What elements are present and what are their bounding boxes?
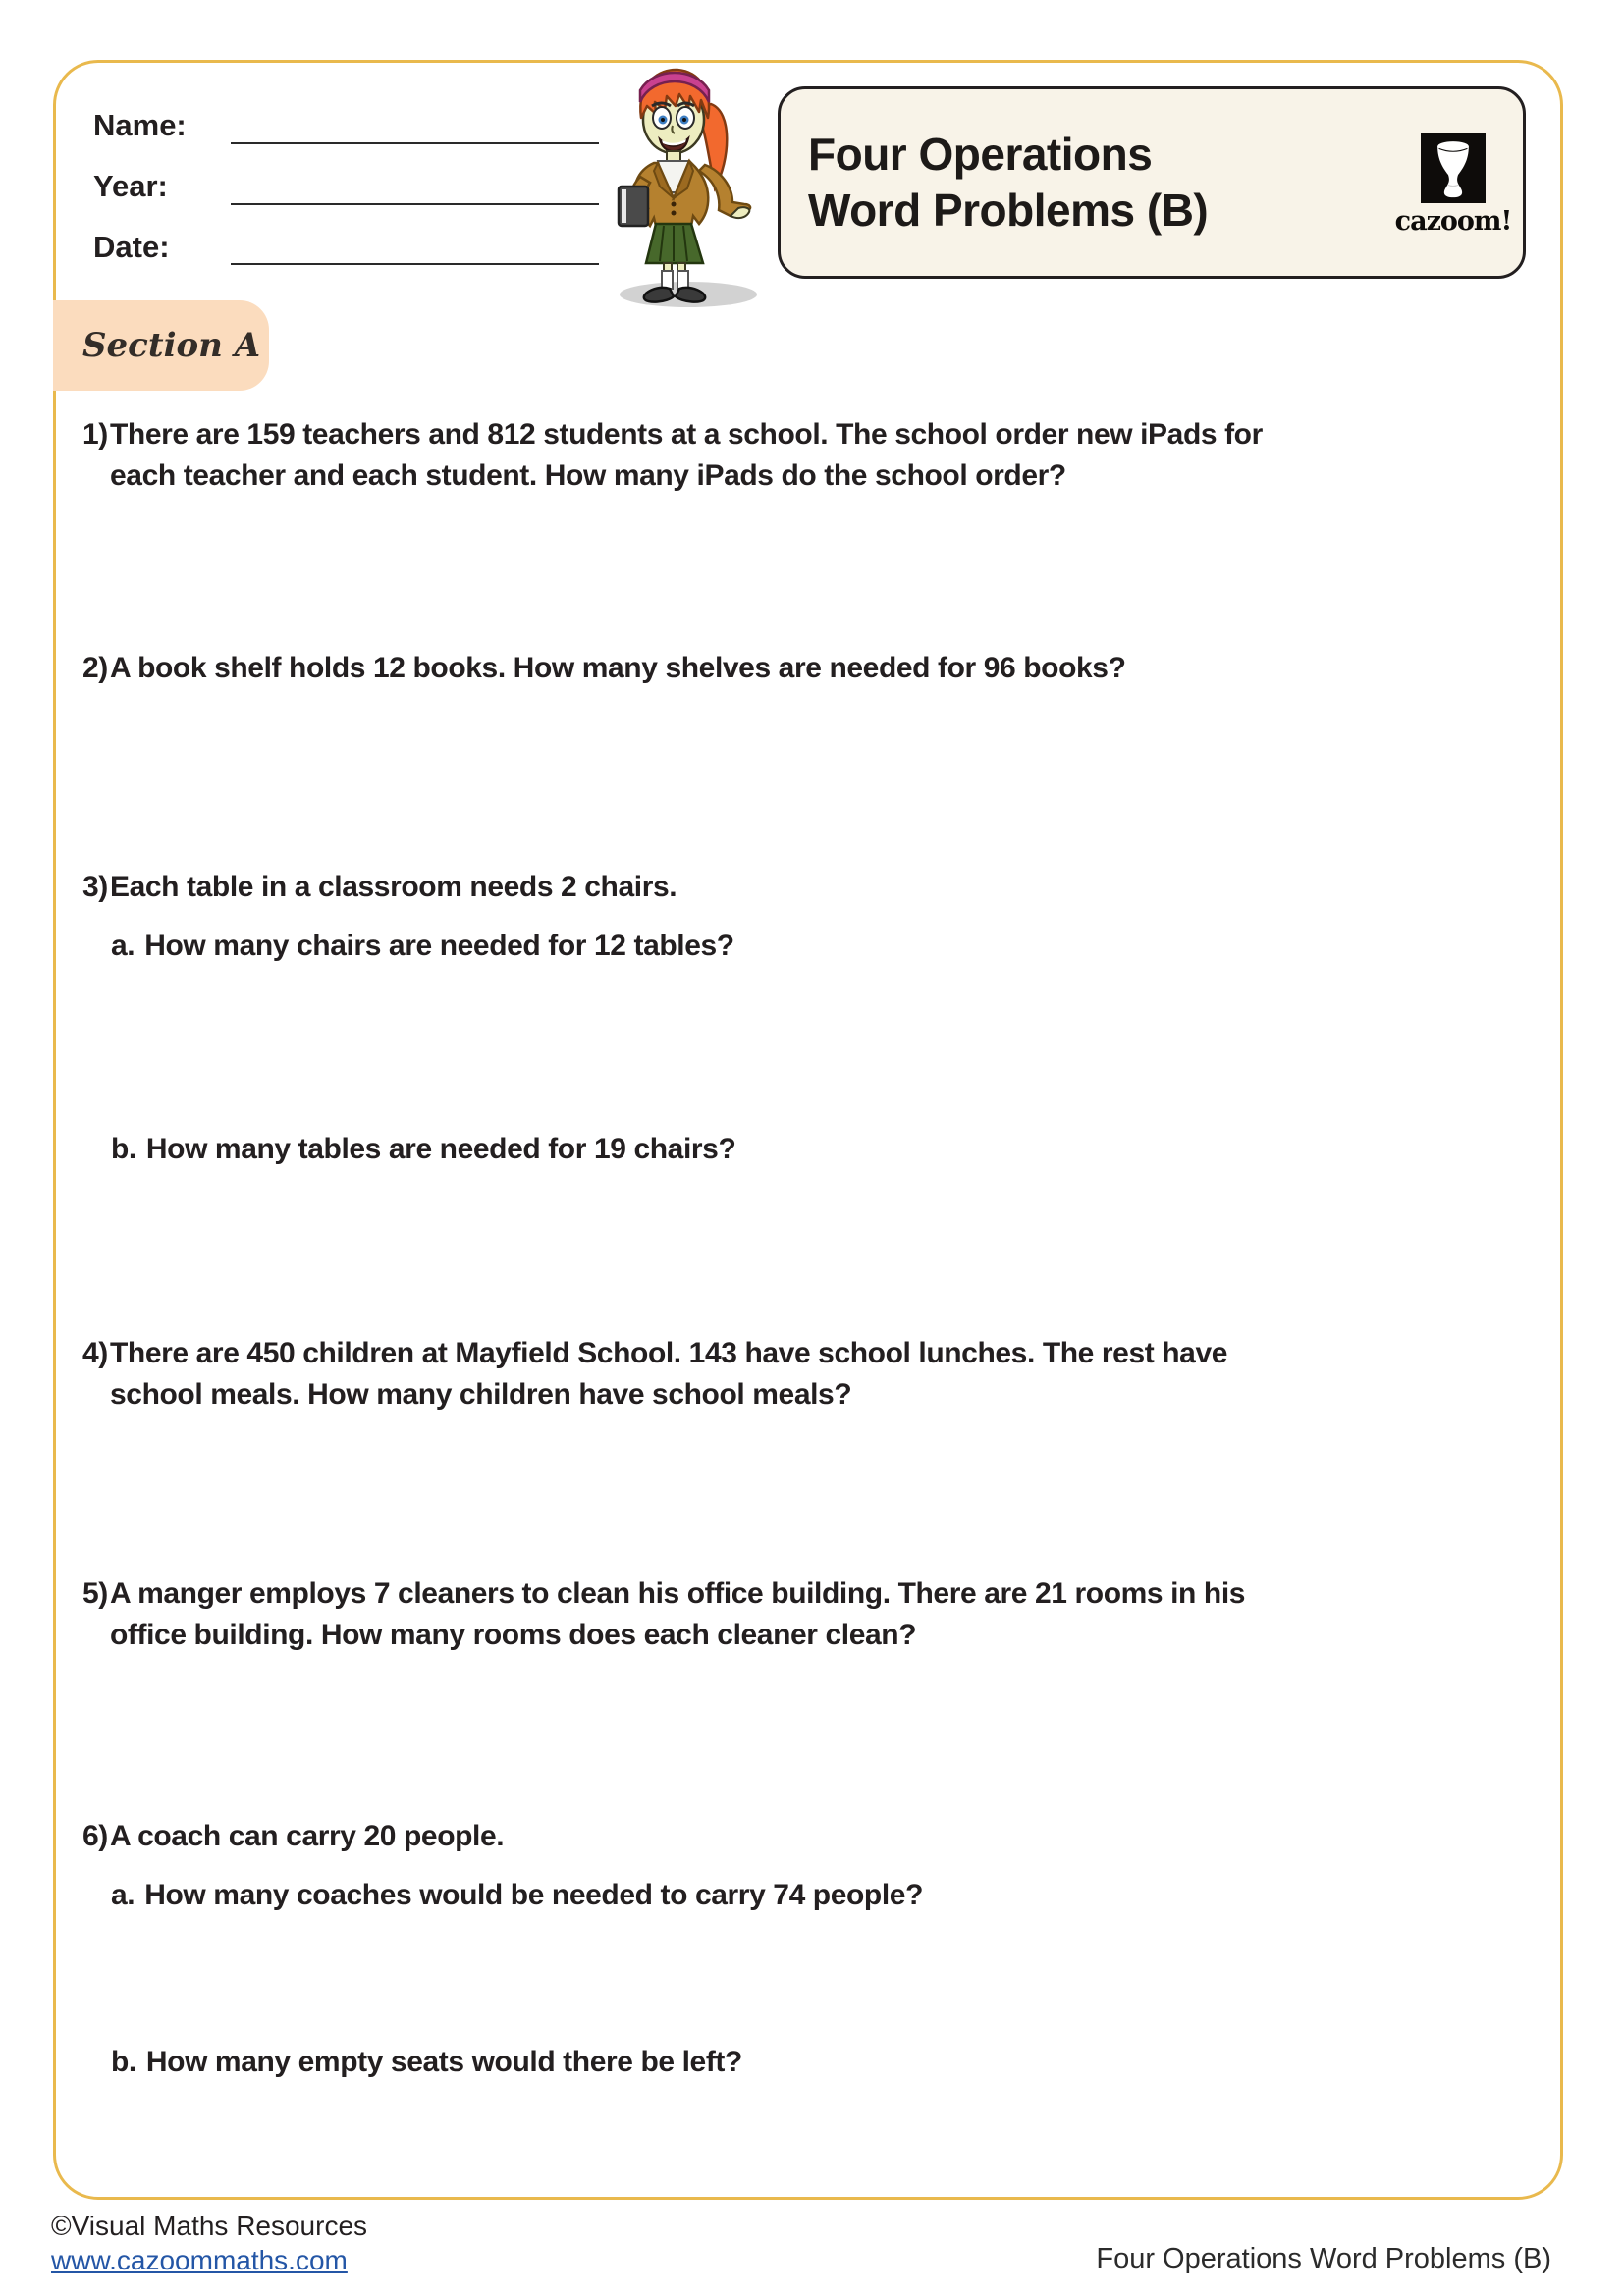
question-5-text: A manger employs 7 cleaners to clean his office building. There are 21 rooms in his office building. How many rooms does each cleaner clean? bbox=[110, 1577, 1246, 1651]
question-6-text: A coach can carry 20 people. bbox=[110, 1820, 505, 1852]
question-6b: b. How many empty seats would there be left? bbox=[111, 2046, 742, 2078]
question-6-number: 6) bbox=[82, 1820, 108, 1852]
question-4-number: 4) bbox=[82, 1337, 108, 1369]
question-5-number: 5) bbox=[82, 1577, 108, 1610]
section-a-label: Section A bbox=[82, 326, 261, 365]
footer-website-link[interactable]: www.cazoommaths.com bbox=[51, 2245, 348, 2275]
question-3a: a. How many chairs are needed for 12 tables? bbox=[111, 930, 734, 962]
question-3b: b. How many tables are needed for 19 chairs? bbox=[111, 1133, 736, 1165]
question-2-text: A book shelf holds 12 books. How many shelves are needed for 96 books? bbox=[110, 652, 1126, 684]
worksheet-title-line2: Word Problems (B) bbox=[808, 185, 1209, 236]
year-label: Year: bbox=[93, 169, 168, 203]
question-3-text: Each table in a classroom needs 2 chairs. bbox=[110, 871, 677, 903]
question-6a: a. How many coaches would be needed to carry 74 people? bbox=[111, 1879, 923, 1911]
student-girl-illustration bbox=[595, 61, 772, 310]
worksheet-title-line1: Four Operations bbox=[808, 129, 1153, 180]
question-3-number: 3) bbox=[82, 871, 108, 903]
question-3 bbox=[82, 867, 677, 908]
year-field-line[interactable] bbox=[231, 203, 599, 205]
cazoom-logo-text: cazoom! bbox=[1394, 206, 1512, 237]
cazoom-logo bbox=[1389, 133, 1517, 237]
question-2-number: 2) bbox=[82, 652, 108, 684]
date-field-line[interactable] bbox=[231, 263, 599, 265]
question-1-text: There are 159 teachers and 812 students at a school. The school order new iPads for each teacher and each student. How many iPads do the school order? bbox=[110, 418, 1263, 492]
question-6 bbox=[82, 1816, 504, 1857]
date-label: Date: bbox=[93, 230, 170, 264]
question-1-number: 1) bbox=[82, 418, 108, 451]
section-a-tab bbox=[53, 300, 269, 391]
name-field-line[interactable] bbox=[231, 142, 599, 144]
question-2 bbox=[82, 648, 1126, 689]
footer-document-title: Four Operations Word Problems (B) bbox=[1096, 2243, 1551, 2274]
question-5 bbox=[82, 1574, 1245, 1656]
question-4-text: There are 450 children at Mayfield School. 143 have school lunches. The rest have school meals. How many children have school meals? bbox=[110, 1337, 1228, 1411]
kazoo-icon bbox=[1421, 133, 1486, 203]
name-label: Name: bbox=[93, 108, 187, 142]
question-1 bbox=[82, 414, 1263, 497]
question-4 bbox=[82, 1333, 1227, 1415]
footer-copyright: ©Visual Maths Resources bbox=[51, 2211, 368, 2241]
